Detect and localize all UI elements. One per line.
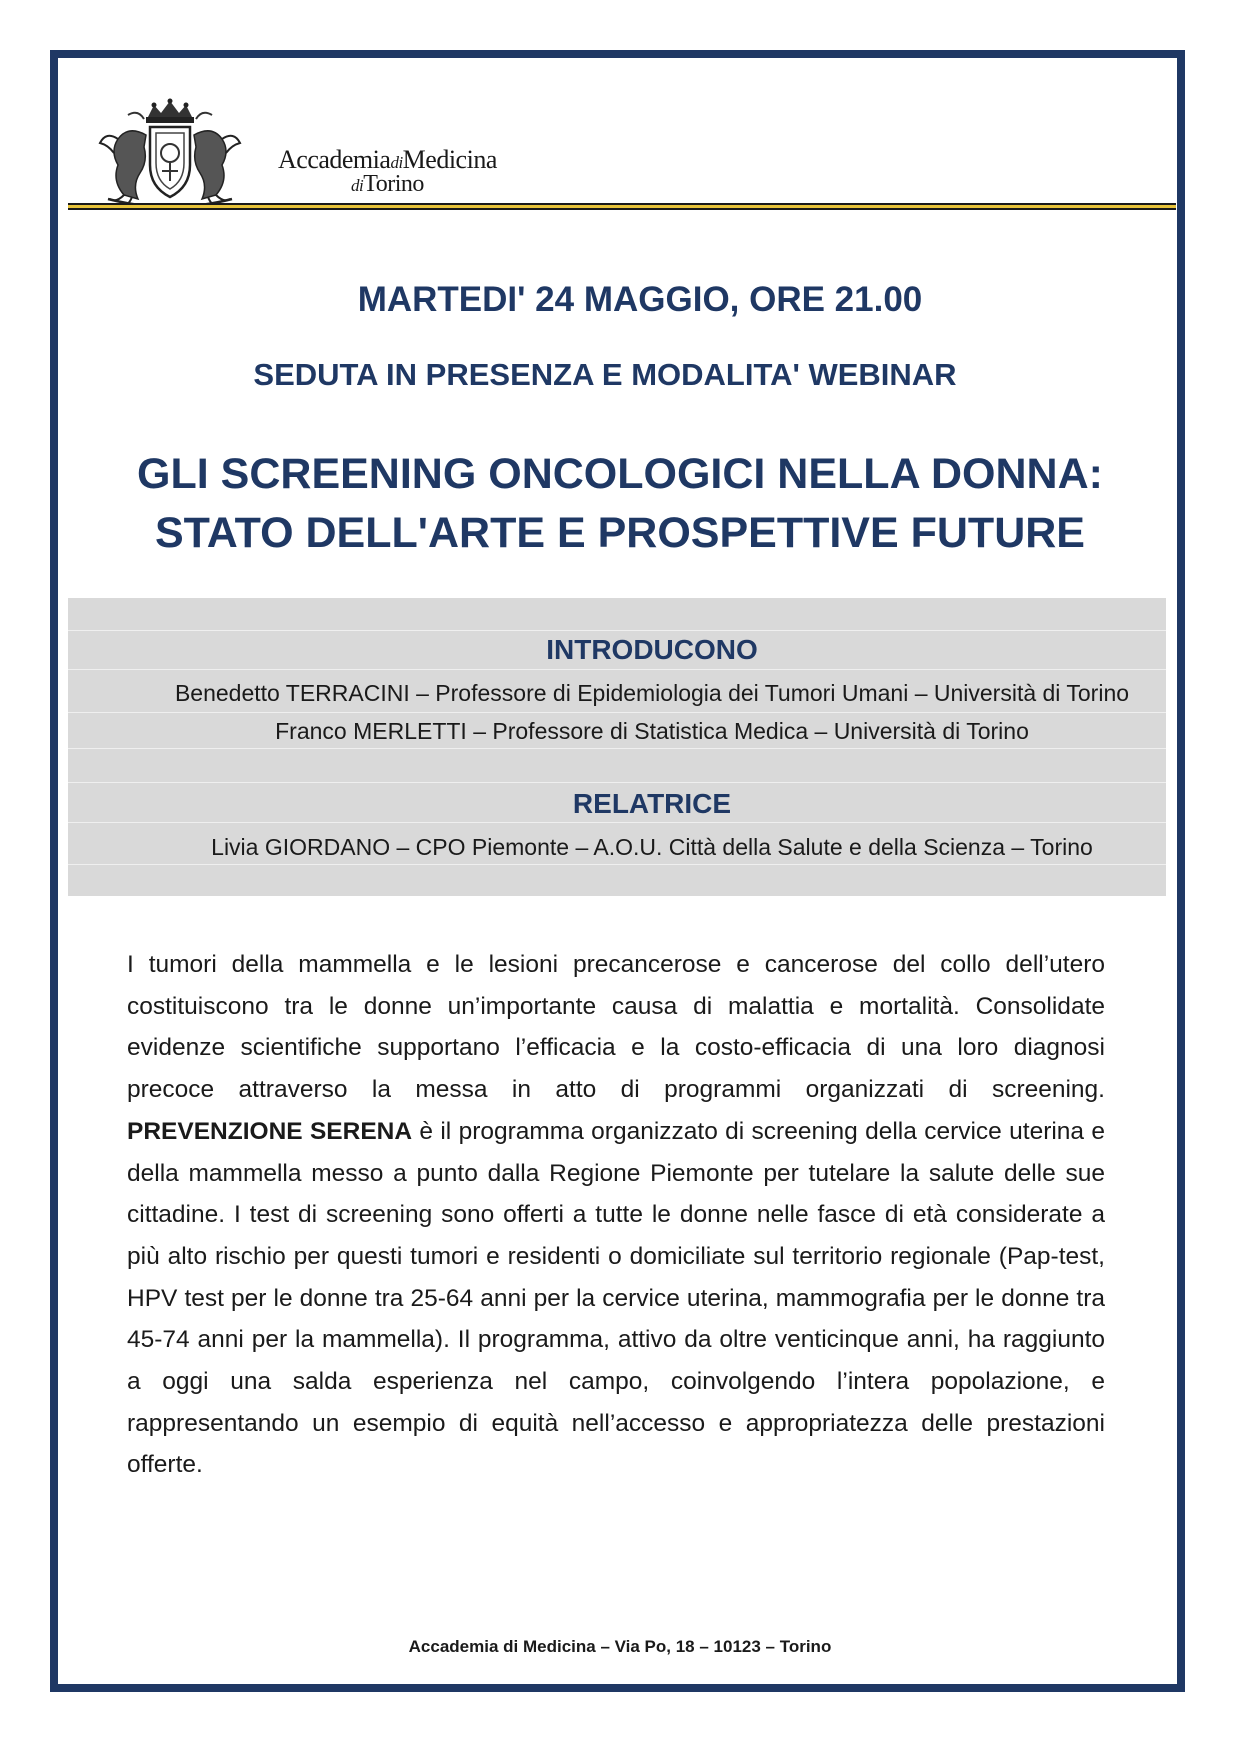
introducer-2: Franco MERLETTI – Professore di Statistica Medica – Università di Torino [275, 718, 1029, 744]
speaker: Livia GIORDANO – CPO Piemonte – A.O.U. Città della Salute e della Scienza – Torino [211, 834, 1093, 860]
description-part-2: è il programma organizzato di screening della cervice uterina e della mammella messo a punto dalla Regione Piemonte per tutelare la salute delle sue cittadine. I test di screening sono offerti a tutte le donne nelle fasce di età considerate a più alto rischio per questi tumori e residenti o domiciliate sul territorio regionale (Pap-test, HPV test per le donne tra 25-64 anni per la cervice uterina, mammografia per le donne tra 45-74 anni per la mammella). Il programma, attivo da oltre venticinque anni, ha raggiunto a oggi una salda esperienza nel campo, coinvolgendo l’intera popolazione, e rappresentando un esempio di equità nell’accesso e appropriatezza delle prestazioni offerte. [127, 1117, 1106, 1479]
speakers-rule [68, 864, 1166, 865]
event-date: MARTEDI' 24 MAGGIO, ORE 21.00 [357, 280, 923, 319]
program-name: PREVENZIONE SERENA [127, 1117, 413, 1145]
speakers-rule [68, 630, 1166, 631]
speakers-box [68, 598, 1166, 896]
header-gold-rule [68, 203, 1176, 210]
event-title [0, 445, 1240, 563]
coat-of-arms-icon [88, 95, 253, 213]
introducers-heading: INTRODUCONO [546, 634, 758, 665]
event-title-line-2: STATO DELL'ARTE E PROSPETTIVE FUTURE [154, 509, 1085, 557]
letterhead [68, 95, 1176, 215]
logo-word-di-2: di [351, 176, 364, 195]
speakers-rule [68, 712, 1166, 713]
event-title-line-1: GLI SCREENING ONCOLOGICI NELLA DONNA: [137, 450, 1103, 498]
logo-word-accademia: Accademia [278, 145, 391, 174]
logo-word-di: di [390, 153, 403, 172]
footer-address: Accademia di Medicina – Via Po, 18 – 10123 – Torino [408, 1637, 832, 1656]
description-paragraph [127, 944, 1105, 1486]
introducer-1: Benedetto TERRACINI – Professore di Epidemiologia dei Tumori Umani – Università di Torino [174, 680, 1130, 706]
description-part-1: I tumori della mammella e le lesioni precancerose e cancerose del collo dell’utero costituiscono tra le donne un’importante causa di malattia e mortalità. Consolidate evidenze scientifiche supportano l’efficacia e la costo-efficacia di una loro diagnosi precoce attraverso la messa in atto di programmi organizzati di screening. [127, 951, 1105, 1104]
event-mode: SEDUTA IN PRESENZA E MODALITA' WEBINAR [253, 357, 957, 392]
speakers-rule [68, 748, 1166, 749]
logo-word-medicina: Medicina [402, 145, 497, 174]
speakers-rule [68, 822, 1166, 823]
logo-word-torino: Torino [363, 171, 424, 197]
speakers-rule [68, 782, 1166, 783]
speaker-heading: RELATRICE [572, 788, 732, 819]
speakers-rule [68, 669, 1166, 670]
academy-logo-text [278, 145, 538, 205]
